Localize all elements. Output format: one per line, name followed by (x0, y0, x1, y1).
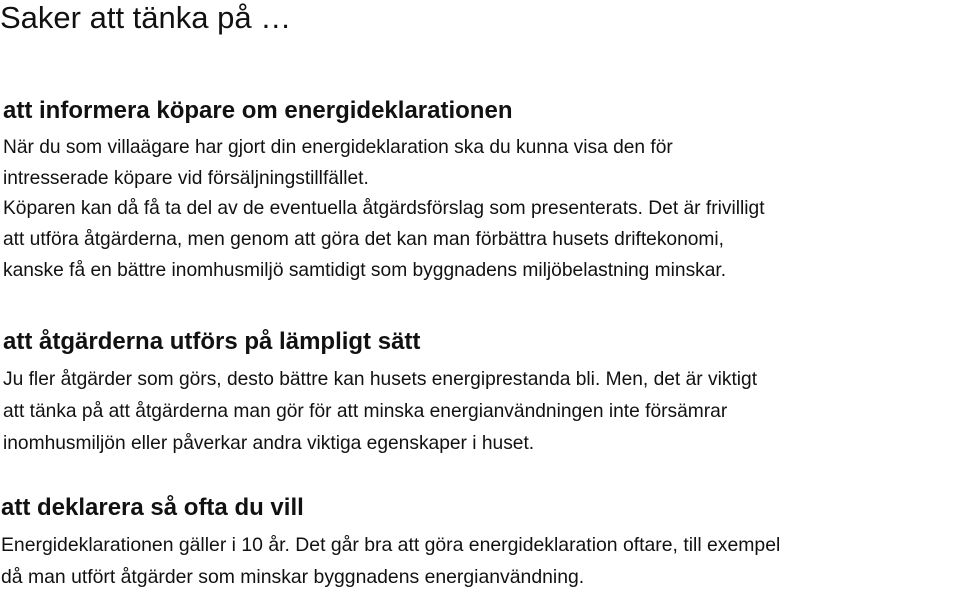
paragraph-line: Energideklarationen gäller i 10 år. Det går bra att göra energideklaration oftare, till exempel (1, 534, 781, 556)
paragraph-line: När du som villaägare har gjort din energideklaration ska du kunna visa den för (3, 137, 673, 158)
section-paragraph (1, 529, 958, 593)
paragraph-line: Köparen kan då få ta del av de eventuella åtgärdsförslag som presenterats. Det är frivilligt (3, 198, 765, 220)
paragraph-line: kanske få en bättre inomhusmiljö samtidigt som byggnadens miljöbelastning minskar. (3, 259, 727, 281)
page-title: Saker att tänka på … (0, 0, 292, 35)
paragraph-line: då man utfört åtgärder som minskar byggnadens energianvändning. (1, 566, 585, 588)
section-heading: att informera köpare om energideklarationen (3, 97, 513, 124)
paragraph-line: att utföra åtgärderna, men genom att göra det kan man förbättra husets driftekonomi, (3, 229, 725, 251)
section-inform-buyers (3, 96, 960, 287)
section-heading: att deklarera så ofta du vill (1, 494, 304, 521)
paragraph-line: Ju fler åtgärder som görs, desto bättre kan husets energiprestanda bli. Men, det är viktigt (3, 369, 758, 390)
paragraph-line: att tänka på att åtgärderna man gör för att minska energianvändningen inte försämrar (3, 401, 728, 422)
section-paragraph (3, 133, 960, 287)
section-declare-often (1, 493, 958, 593)
section-measures (3, 327, 960, 460)
paragraph-line: inomhusmiljön eller påverkar andra viktiga egenskaper i huset. (3, 433, 535, 454)
section-heading: att åtgärderna utförs på lämpligt sätt (3, 328, 421, 355)
paragraph-line: intresserade köpare vid försäljningstillfället. (3, 167, 369, 189)
section-paragraph (3, 364, 960, 460)
